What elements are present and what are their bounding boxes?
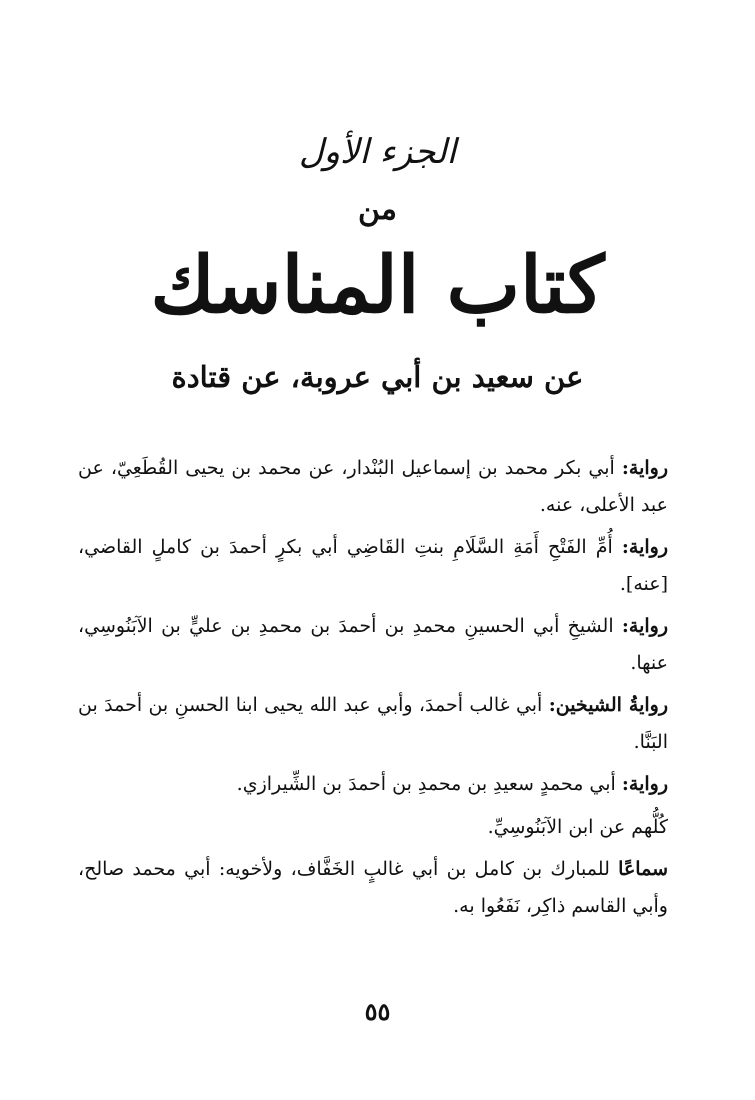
paragraph-text: كُلُّهم عن ابن الآبَنُوسِيِّ. — [487, 815, 668, 838]
part-heading: الجزء الأول — [298, 132, 457, 172]
paragraph-lead: روايةُ الشيخين: — [548, 694, 668, 716]
paragraph-1 — [78, 450, 668, 523]
page-number: ٥٥ — [364, 997, 391, 1026]
paragraph-text: أبي محمدٍ سعيدِ بن محمدِ بن أحمدَ بن الشِّيرازي. — [236, 773, 616, 795]
paragraph-4 — [78, 687, 668, 760]
paragraph-6 — [78, 809, 668, 846]
paragraph-text: الشيخِ أبي الحسينِ محمدِ بن أحمدَ بن محمدِ بن عليٍّ بن الآبَنُوسِي، عنها. — [78, 615, 668, 674]
paragraph-lead: رواية: — [621, 615, 668, 637]
paragraph-5 — [78, 766, 668, 803]
from-heading: من — [358, 192, 397, 227]
paragraph-2 — [78, 529, 668, 602]
paragraph-lead: سماعًا — [618, 858, 668, 880]
transmission-chain — [78, 450, 668, 930]
book-title: كتاب المناسك — [150, 240, 605, 331]
book-subtitle: عن سعيد بن أبي عروبة، عن قتادة — [171, 360, 584, 394]
paragraph-text: أُمِّ الفَتْحِ أَمَةِ السَّلَامِ بنتِ القَاضِي أبي بكرٍ أحمدَ بن كاملٍ القاضي، [عنه]. — [78, 536, 668, 595]
paragraph-lead: رواية: — [621, 536, 668, 558]
paragraph-text: للمبارك بن كامل بن أبي غالبٍ الخَفَّاف، ولأخويه: أبي محمد صالح، وأبي القاسم ذاكِر، نَفَعُوا به. — [78, 858, 668, 917]
paragraph-lead: رواية: — [621, 457, 668, 479]
paragraph-text: أبي بكر محمد بن إسماعيل البُنْدار، عن محمد بن يحيى القُطَعِيّ، عن عبد الأعلى، عنه. — [78, 457, 668, 516]
paragraph-3 — [78, 608, 668, 681]
paragraph-7 — [78, 851, 668, 924]
paragraph-lead: رواية: — [621, 773, 668, 795]
paragraph-text: أبي غالب أحمدَ، وأبي عبد الله يحيى ابنا الحسنِ بن أحمدَ بن البَنَّا. — [78, 694, 668, 753]
